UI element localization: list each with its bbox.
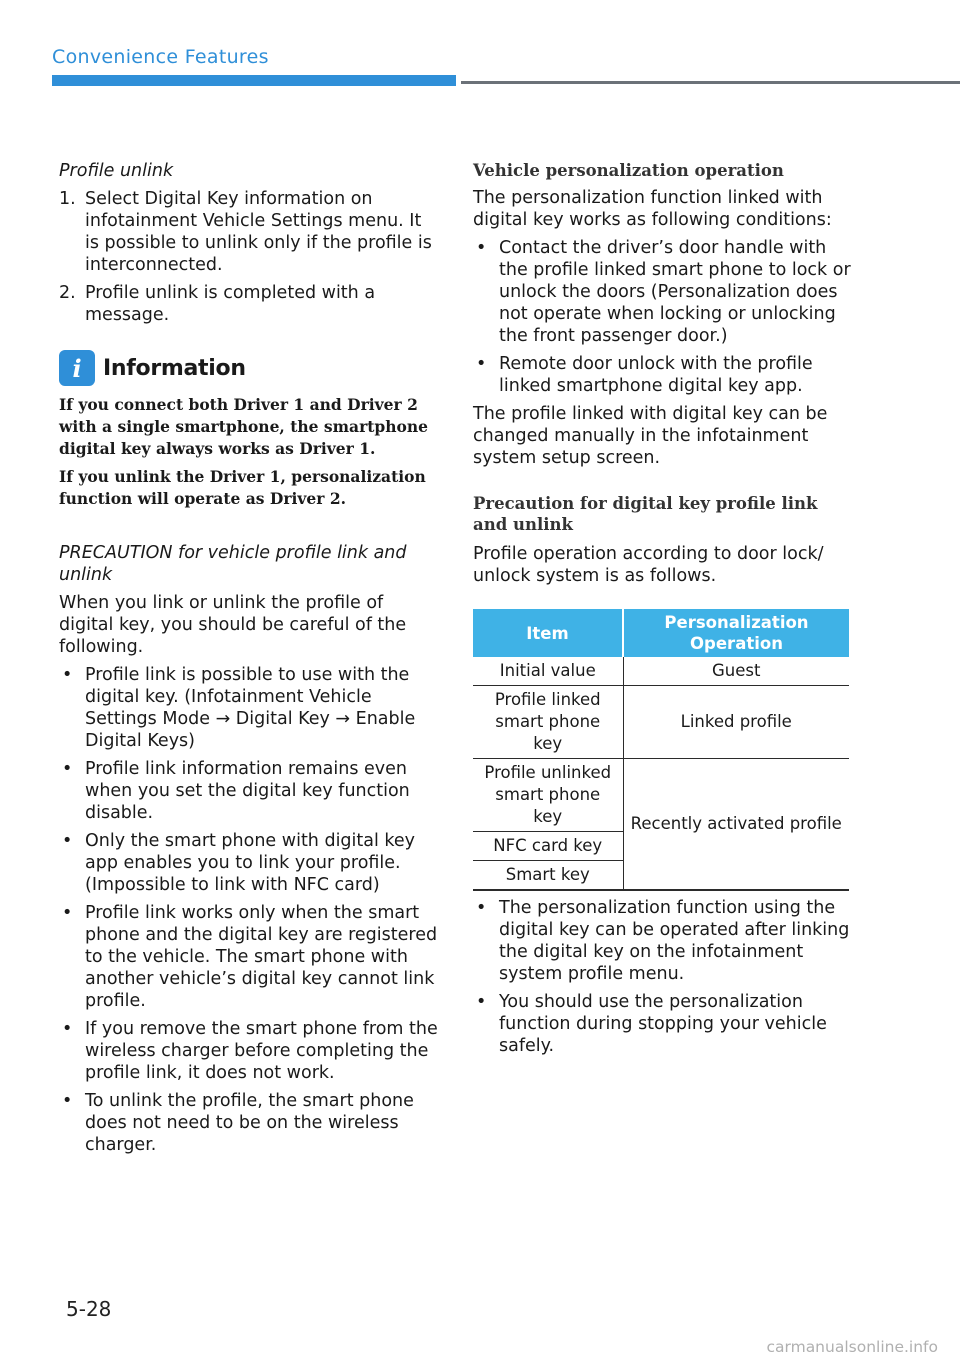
watermark: carmanualsonline.info [766, 1338, 938, 1356]
table-cell-item: Initial value [473, 657, 623, 686]
section-title: Convenience Features [52, 46, 269, 68]
digital-key-precaution-intro: Profile operation according to door lock/ unlock system is as follows. [473, 544, 824, 586]
list-item [59, 282, 439, 326]
list-item: • Remote door unlock with the profile linked smartphone digital key app. [473, 353, 851, 397]
information-title: Information [103, 355, 246, 381]
profile-unlink-section [59, 160, 439, 326]
precaution-intro: When you link or unlink the profile of digital key, you should be careful of the following. [59, 593, 407, 657]
digital-key-precaution-title: Precaution for digital key profile link and unlink [473, 494, 818, 534]
digital-key-precaution-section [473, 493, 851, 587]
table-cell-operation: Recently activated profile [623, 759, 849, 891]
column-header-item: Item [473, 609, 623, 657]
list-item: • Only the smart phone with digital key app enables you to link your profile. (Impossible to link with NFC card) [59, 830, 439, 896]
step-text: Select Digital Key information on infotainment Vehicle Settings menu. It is possible to unlink only if the profile is interconnected. [85, 189, 432, 275]
column-header-operation: Personalization Operation [623, 609, 849, 657]
personalization-outro: The profile linked with digital key can be changed manually in the infotainment system setup screen. [473, 404, 828, 468]
step-number: 1. [59, 189, 76, 209]
information-paragraph: If you connect both Driver 1 and Driver 2 with a single smartphone, the smartphone digital key always works as Driver 1. [59, 395, 428, 458]
list-item: • You should use the personalization function during stopping your vehicle safely. [473, 991, 851, 1057]
table-row [473, 759, 849, 832]
table-notes [473, 897, 851, 1057]
profile-unlink-steps [59, 188, 439, 326]
table-cell-operation: Linked profile [623, 686, 849, 759]
list-item: • Profile link information remains even when you set the digital key function disable. [59, 758, 439, 824]
list-item: • Profile link works only when the smart phone and the digital key are registered to the vehicle. The smart phone with another vehicle’s digital key cannot link profile. [59, 902, 439, 1012]
info-icon: i [59, 350, 95, 386]
list-item: • Contact the driver’s door handle with the profile linked smart phone to lock or unlock the doors (Personalization does not operate when locking or unlocking the front passenger door.) [473, 237, 851, 347]
step-text: Profile unlink is completed with a message. [85, 283, 376, 325]
profile-unlink-title: Profile unlink [59, 161, 174, 181]
personalization-section [473, 160, 851, 469]
list-item: • To unlink the profile, the smart phone does not need to be on the wireless charger. [59, 1090, 439, 1156]
table-cell-item: NFC card key [473, 832, 623, 861]
list-item: • If you remove the smart phone from the wireless charger before completing the profile link, it does not work. [59, 1018, 439, 1084]
step-number: 2. [59, 283, 76, 303]
page-number: 5-28 [66, 1297, 112, 1321]
profile-operation-table [473, 609, 849, 891]
information-paragraph: If you unlink the Driver 1, personalization function will operate as Driver 2. [59, 467, 426, 508]
list-item: • The personalization function using the digital key can be operated after linking the digital key on the infotainment system profile menu. [473, 897, 851, 985]
table-cell-item: Profile unlinked smart phone key [473, 759, 623, 832]
precaution-bullets [59, 664, 439, 1156]
header-rule [461, 81, 960, 84]
list-item [59, 188, 439, 276]
personalization-intro: The personalization function linked with digital key works as following conditions: [473, 188, 832, 230]
precaution-section [59, 542, 439, 1156]
table-cell-item: Smart key [473, 861, 623, 891]
precaution-title: PRECAUTION for vehicle profile link and unlink [59, 543, 407, 585]
personalization-bullets [473, 237, 851, 397]
left-column [59, 160, 439, 1162]
table-header-row [473, 609, 849, 657]
right-column [473, 160, 851, 1063]
information-box [59, 350, 439, 510]
header-accent-bar [52, 75, 456, 86]
table-row [473, 657, 849, 686]
list-item: • Profile link is possible to use with the digital key. (Infotainment Vehicle Settings Mode → Digital Key → Enable Digital Keys) [59, 664, 439, 752]
table-cell-item: Profile linked smart phone key [473, 686, 623, 759]
personalization-title: Vehicle personalization operation [473, 161, 784, 180]
table-row [473, 686, 849, 759]
table-cell-operation: Guest [623, 657, 849, 686]
